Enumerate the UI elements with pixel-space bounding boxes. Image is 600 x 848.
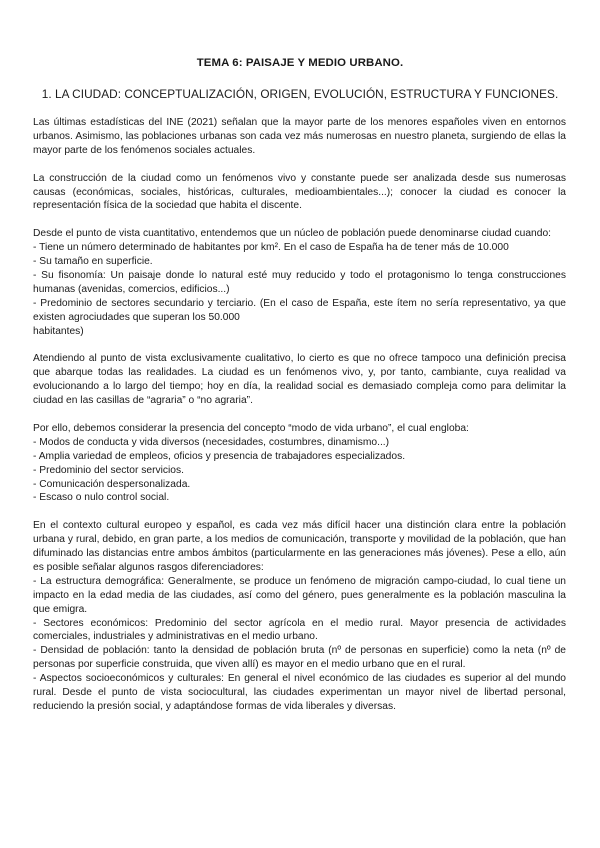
- list-item: - Su tamaño en superficie.: [33, 256, 153, 268]
- list-item: - Comunicación despersonalizada.: [33, 478, 191, 490]
- list-item: - Modos de conducta y vida diversos (necesidades, costumbres, dinamismo...): [33, 436, 390, 448]
- list-item: - Sectores económicos: Predominio del sector agrícola en el medio rural. Mayor presencia de actividades comerciales, industriales y administrativas en el medio urbano.: [33, 617, 566, 643]
- text-line: Desde el punto de vista cuantitativo, entendemos que un núcleo de población puede denominarse ciudad cuando:: [33, 228, 551, 240]
- paragraph-urban-rural: [33, 519, 566, 714]
- section-heading: 1. LA CIUDAD: CONCEPTUALIZACIÓN, ORIGEN, EVOLUCIÓN, ESTRUCTURA Y FUNCIONES.: [41, 87, 559, 101]
- paragraph-qualitative: Atendiendo al punto de vista exclusivamente cualitativo, lo cierto es que no ofrece tampoco una definición precisa que abarque todas las realidades. La ciudad es un fenómenos vivo, y, por tanto, cambiante, cuya realidad va evolucionando a lo largo del tiempo; hoy en día, la realidad social es demasiado compleja como para delimitar la ciudad en las casillas de “agraria” o “no agraria”.: [33, 353, 566, 407]
- text-line: Por ello, debemos considerar la presencia del concepto “modo de vida urbano”, el cual engloba:: [33, 422, 469, 434]
- paragraph-construction: La construcción de la ciudad como un fenómenos vivo y constante puede ser analizada desde sus numerosas causas (económicas, sociales, históricas, culturales, medioambientales...); conocer la ciudad es conocer la representación física de la sociedad que habita el discente.: [33, 172, 566, 212]
- list-item: - Tiene un número determinado de habitantes por km². En el caso de España ha de tener más de 10.000: [33, 242, 509, 254]
- paragraph-quantitative: [33, 227, 566, 338]
- list-item: - La estructura demográfica: Generalmente, se produce un fenómeno de migración campo-ciudad, lo cual tiene un impacto en la edad media de las ciudades, así como del género, pues generalmente es la población masculina la que emigra.: [33, 575, 566, 615]
- list-item: - Densidad de población: tanto la densidad de población bruta (nº de personas en superficie) como la neta (nº de personas por superficie construida, que viven allí) es mayor en el medio urbano que en el rural.: [33, 645, 566, 671]
- list-item: - Predominio del sector servicios.: [33, 464, 184, 476]
- list-item: - Escaso o nulo control social.: [33, 492, 170, 504]
- paragraph-intro: Las últimas estadísticas del INE (2021) señalan que la mayor parte de los menores españoles viven en entornos urbanos. Asimismo, las poblaciones urbanas son cada vez más numerosas en nuestro planeta, surgiendo de ellas la mayor parte de los fenómenos sociales actuales.: [33, 117, 566, 156]
- document-body: [33, 116, 566, 728]
- list-item: - Predominio de sectores secundario y terciario. (En el caso de España, este ítem no sería representativo, ya que existen agrociudades que superan los 50.000: [33, 297, 566, 323]
- list-item: - Amplia variedad de empleos, oficios y presencia de trabajadores especializados.: [33, 450, 406, 462]
- list-item: - Aspectos socioeconómicos y culturales: En general el nivel económico de las ciudades es superior al del mundo rural. Desde el punto de vista sociocultural, las ciudades experimentan un mayor nivel de libertad personal, reduciendo la presión social, y adaptándose formas de vida liberales y diversas.: [33, 673, 566, 712]
- page-title: TEMA 6: PAISAJE Y MEDIO URBANO.: [196, 57, 404, 69]
- list-item: - Su fisonomía: Un paisaje donde lo natural esté muy reducido y todo el protagonismo lo tenga construcciones humanas (avenidas, comercios, edificios...): [33, 269, 566, 295]
- paragraph-urban-lifestyle: [33, 422, 566, 505]
- text-line: habitantes): [33, 325, 84, 337]
- text-line: En el contexto cultural europeo y español, es cada vez más difícil hacer una distinción clara entre la población urbana y rural, debido, en gran parte, a los medios de comunicación, transporte y movilidad de la población, que han difuminado las distancias entre ambos ámbitos (particularmente en las generaciones más jóvenes). Pese a ello, aún es posible señalar algunos rasgos diferenciadores:: [33, 520, 566, 573]
